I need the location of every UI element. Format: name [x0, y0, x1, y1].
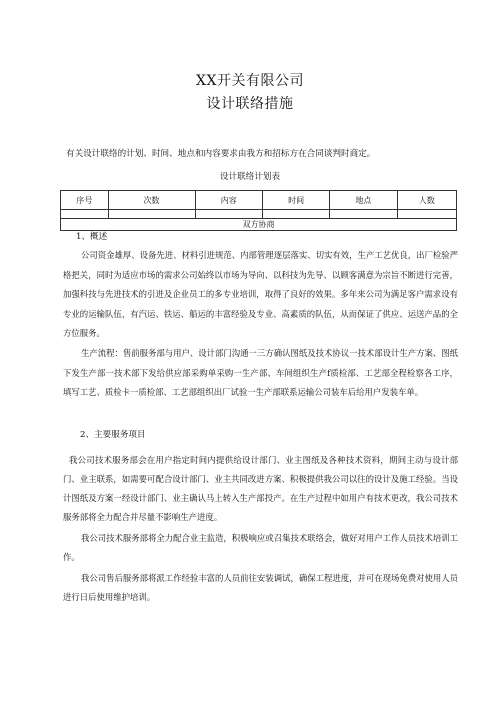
section-1-paragraph-1: 公司资金雄厚、设备先进、材料引进规范、内部管理逐层落实、切实有效，生产工艺优良，出厂检验严格把关，同时为适应市场的需求公司始终以市场为导向、以科技为先导、以顾客满意为宗旨不断进行完善，加强科技与先进技术的引进及企业员工的多专业培训，取得了良好的效果。多年来公司为满足客户需求设有专业的运输队伍，有汽运、铁运、船运的丰富经验及专业、高素质的队伍，从而保证了供应、运送产品的全方位服务。	[63, 250, 458, 338]
section-2-heading: 2、主要服务项目	[80, 430, 146, 440]
table-caption: 设计联络计划表	[219, 172, 281, 182]
table-row	[61, 219, 457, 231]
header-cell-place: 地点	[330, 191, 397, 210]
document-title: 设计联络措施	[206, 96, 294, 112]
table-header-row	[61, 191, 457, 210]
header-cell-time: 时间	[262, 191, 329, 210]
intro-text: 有关设计联络的计划、时间、地点和内容要求由我方和招标方在合同谈判时商定。	[66, 149, 376, 159]
header-cell-count: 次数	[108, 191, 195, 210]
header-cell-people: 人数	[397, 191, 456, 210]
company-name: XX开关有限公司	[196, 73, 304, 89]
section-1-heading: 1、概述	[76, 232, 108, 242]
coop-cell: 双方协商	[61, 219, 457, 231]
section-2-paragraph-3: 我公司售后服务部将派工作经验丰富的人员前往安装调试，确保工程进度，并可在现场免费对使用人员进行日后使用维护培训。	[63, 573, 458, 602]
header-cell-content: 内容	[195, 191, 262, 210]
section-2-paragraph-2: 我公司技术服务部将全力配合业主监造，积极响应或召集技术联络会，做好对用户工作人员技术培训工作。	[63, 533, 458, 562]
section-2-paragraph-1: 我公司技术服务部会在用户指定时间内提供给设计部门、业主图纸及各种技术资料，期间主动与设计部门、业主联系，如需要可配合设计部门、业主共同改进方案、积极提供我公司以往的设计及施工经验。当设计图纸及方案一经设计部门、业主确认马上转入生产部投产。在生产过程中如用户有技术更改，我公司技术服务部将全力配合并尽量不影响生产进度。	[63, 455, 458, 522]
section-1-paragraph-2: 生产流程：售前服务部与用户、设计部门沟通一三方确认图纸及技术协议一技术部设计生产方案、图纸下发生产部一技术部下发给供应部采购单采购一生产部、车间组织生产f质检部、工艺部全程检察各工序，填写工艺、质检卡一质检部、工艺部组织出厂试验一生产部联系运输公司装车后给用户发装车单。	[63, 348, 458, 397]
table-row	[61, 210, 457, 219]
header-cell-no: 序号	[61, 191, 109, 210]
design-liaison-plan-table	[60, 190, 457, 231]
